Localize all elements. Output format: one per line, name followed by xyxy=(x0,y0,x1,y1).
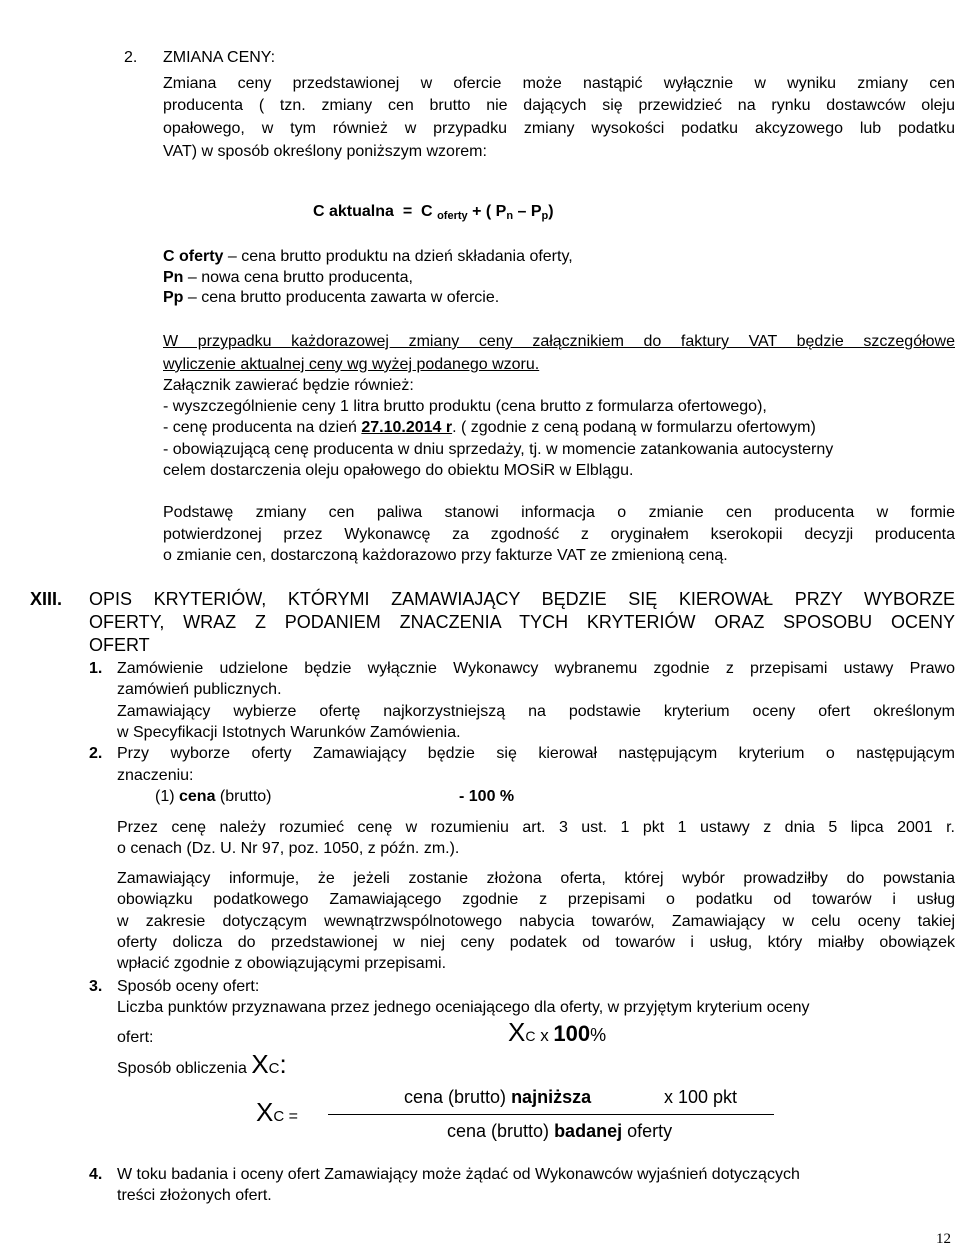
point-number: 2. xyxy=(89,745,103,762)
paragraph-line: w zakresie dotyczącym wewnątrzwspólnotowego nabycia towarów, Zamawiający w celu oceny takiej xyxy=(117,913,955,930)
score-formula: XC x 100% xyxy=(508,1017,607,1047)
paragraph-line: oferty dolicza do przedstawionej w niej ceny podatek od towarów i usług, który miałby obowiązek xyxy=(117,934,955,951)
section-heading-line: OFERT xyxy=(89,635,150,655)
ofert-label: ofert: xyxy=(117,1029,154,1046)
xc-equals: XC = xyxy=(256,1097,298,1127)
paragraph-line: o cenach (Dz. U. Nr 97, poz. 1050, z późn. zm.). xyxy=(117,840,460,857)
definition-pn: Pn – nowa cena brutto producenta, xyxy=(163,269,413,286)
paragraph-line: treści złożonych ofert. xyxy=(117,1187,272,1204)
paragraph-line: Zmiana ceny przedstawionej w ofercie może nastąpić wyłącznie w wyniku zmiany cen xyxy=(163,75,955,92)
fraction-bar xyxy=(328,1114,774,1115)
paragraph-line: w Specyfikacji Istotnych Warunków Zamówienia. xyxy=(117,724,461,741)
calculation-label: Sposób obliczenia XC: xyxy=(117,1049,287,1079)
criterion-weight: - 100 % xyxy=(459,788,515,805)
paragraph-line: Zamówienie udzielone będzie wyłącznie Wykonawcy wybranemu zgodnie z przepisami ustawy Prawo xyxy=(117,660,955,677)
paragraph-line: zamówień publicznych. xyxy=(117,681,282,698)
criterion-label: (1) cena (brutto) xyxy=(155,788,272,805)
attachment-item: celem dostarczenia oleju opałowego do obiektu MOSiR w Elblągu. xyxy=(163,462,634,479)
attachment-item: - obowiązującą cenę producenta w dniu sprzedaży, tj. w momencie zatankowania autocysterny xyxy=(163,441,834,458)
paragraph-line: o zmianie cen, dostarczoną każdorazowo przy fakturze VAT ze zmienioną ceną. xyxy=(163,547,728,564)
paragraph-line: obowiązku podatkowego Zamawiającego zgodnie z przepisami o podatku od towarów i usług xyxy=(117,891,955,908)
definition-pp: Pp – cena brutto producenta zawarta w ofercie. xyxy=(163,289,500,306)
paragraph-line: Zamawiający informuje, że jeżeli zostanie złożona oferta, której wybór prowadziłby do powstania xyxy=(117,870,955,887)
paragraph-line: Zamawiający wybierze ofertę najkorzystniejszą na podstawie kryterium oceny ofert określonym xyxy=(117,703,955,720)
page-number: 12 xyxy=(936,1231,951,1247)
definition-c-oferty: C oferty – cena brutto produktu na dzień składania oferty, xyxy=(163,248,573,265)
attachment-intro: Załącznik zawierać będzie również: xyxy=(163,377,414,394)
paragraph-line: wpłacić zgodnie z obowiązującymi przepisami. xyxy=(117,955,447,972)
underlined-line: wyliczenie aktualnej ceny wg wyżej podanego wzoru. xyxy=(163,356,540,373)
section-heading: ZMIANA CENY: xyxy=(163,49,276,66)
section-number: XIII. xyxy=(30,589,63,609)
section-number: 2. xyxy=(124,49,138,66)
paragraph-line: W toku badania i oceny ofert Zamawiający może żądać od Wykonawców wyjaśnień dotyczących xyxy=(117,1166,800,1183)
fraction-numerator: cena (brutto) najniższa xyxy=(404,1087,592,1107)
point-number: 1. xyxy=(89,660,103,677)
attachment-item: - cenę producenta na dzień 27.10.2014 r. ( zgodnie z ceną podaną w formularzu ofertowym) xyxy=(163,419,816,436)
underlined-line: W przypadku każdorazowej zmiany ceny załącznikiem do faktury VAT będzie szczegółowe xyxy=(163,333,955,350)
paragraph-line: Przy wyborze oferty Zamawiający będzie się kierował następującym kryterium o następującym xyxy=(117,745,955,762)
paragraph-line: Przez cenę należy rozumieć cenę w rozumieniu art. 3 ust. 1 pkt 1 ustawy z dnia 5 lipca 2001 r. xyxy=(117,819,955,836)
paragraph-line: Sposób oceny ofert: xyxy=(117,978,260,995)
section-heading-line: OPIS KRYTERIÓW, KTÓRYMI ZAMAWIAJĄCY BĘDZIE SIĘ KIEROWAŁ PRZY WYBORZE xyxy=(89,589,955,609)
point-number: 3. xyxy=(89,978,103,995)
fraction-numerator-points: x 100 pkt xyxy=(664,1087,738,1107)
attachment-item: - wyszczególnienie ceny 1 litra brutto produktu (cena brutto z formularza ofertowego), xyxy=(163,398,767,415)
fraction-denominator: cena (brutto) badanej oferty xyxy=(447,1121,673,1141)
paragraph-line: znaczeniu: xyxy=(117,767,194,784)
paragraph-line: producenta ( tzn. zmiany cen brutto nie dających się przewidzieć na rynku dostawców oleju xyxy=(163,97,955,114)
paragraph-line: opałowego, w tym również w przypadku zmiany wysokości podatku akcyzowego lub podatku xyxy=(163,120,955,137)
section-heading-line: OFERTY, WRAZ Z PODANIEM ZNACZENIA TYCH KRYTERIÓW ORAZ SPOSOBU OCENY xyxy=(89,612,955,632)
price-formula: C aktualna = C $_{oferty}$ + ( $P_n - P_p$) xyxy=(313,203,554,222)
paragraph-line: VAT) w sposób określony poniższym wzorem: xyxy=(163,143,487,160)
paragraph-line: potwierdzonej przez Wykonawcę za zgodność z oryginałem kserokopii decyzji producenta xyxy=(163,526,955,543)
paragraph-line: Podstawę zmiany cen paliwa stanowi informacja o zmianie cen producenta w formie xyxy=(163,504,955,521)
paragraph-line: Liczba punktów przyznawana przez jednego oceniającego dla oferty, w przyjętym kryterium oceny xyxy=(117,999,810,1016)
point-number: 4. xyxy=(89,1166,103,1183)
